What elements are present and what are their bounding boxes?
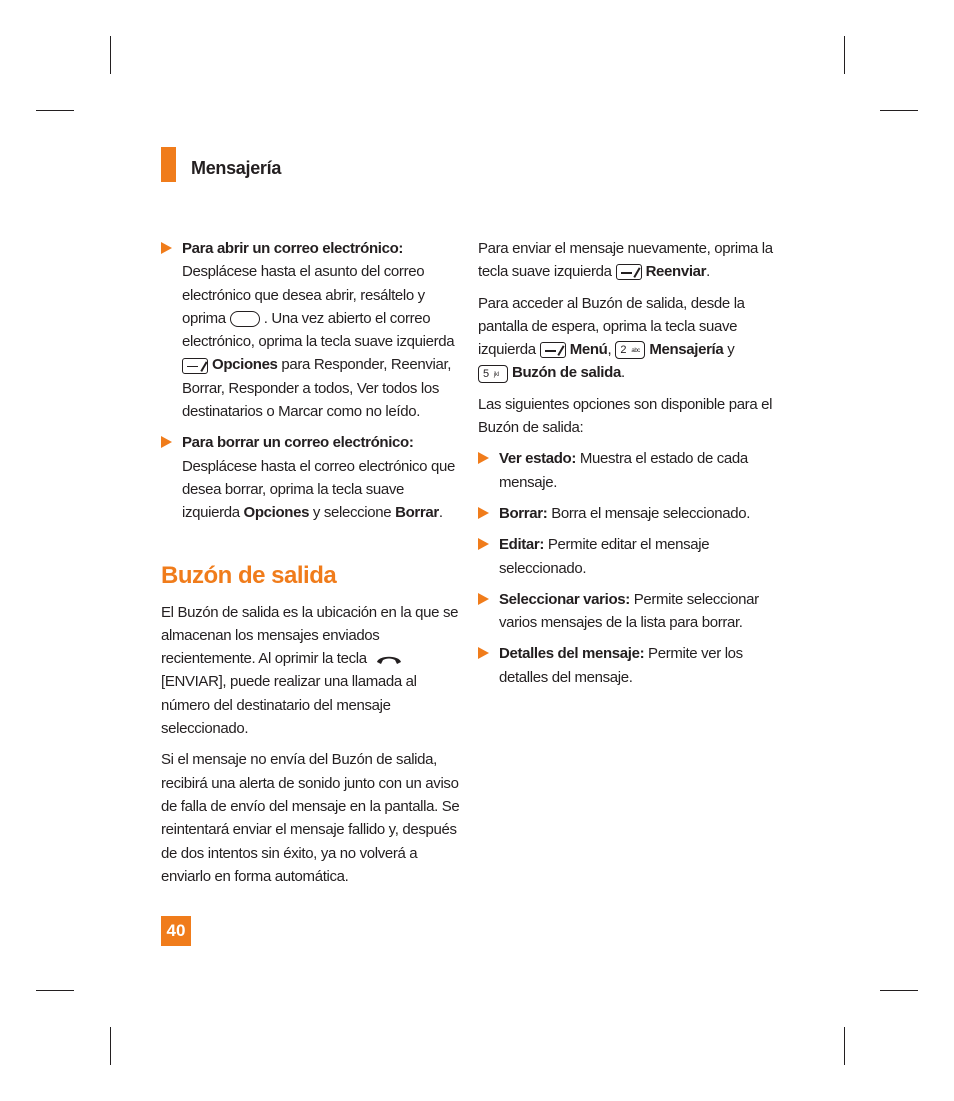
bullet-body: Desplácese hasta el correo electrónico que desea borrar, oprima la tecla suave izquierda Opciones y seleccione Borrar. [182, 457, 455, 522]
crop-mark [844, 1027, 845, 1065]
crop-mark [880, 110, 918, 111]
bullet-arrow-icon [478, 538, 489, 550]
left-soft-key-icon [182, 358, 208, 374]
option-item: Ver estado: Muestra el estado de cada mensaje. [478, 447, 778, 494]
left-soft-key-icon [616, 264, 642, 280]
send-key-icon [371, 651, 407, 667]
access-outbox-instruction: Para acceder al Buzón de salida, desde la pantalla de espera, oprima la tecla suave izquierda Menú, 2 abc Mensajería y 5 jkl Buzón de salida. [478, 294, 745, 382]
bullet-delete-email [161, 431, 461, 524]
bullet-arrow-icon [478, 452, 489, 464]
outbox-description: El Buzón de salida es la ubicación en la que se almacenan los mensajes enviados recientemente. Al oprimir la tecla [ENVIAR], puede realizar una llamada al número del destinatario del mensaje seleccionado. [161, 603, 459, 738]
bullet-title: Para borrar un correo electrónico: [182, 434, 414, 452]
section-title: Buzón de salida [161, 561, 337, 589]
crop-mark [880, 990, 918, 991]
crop-mark [36, 990, 74, 991]
left-column [161, 237, 461, 888]
resend-instruction: Para enviar el mensaje nuevamente, oprima la tecla suave izquierda Reenviar. [478, 240, 773, 281]
option-item: Borrar: Borra el mensaje seleccionado. [478, 502, 778, 525]
bullet-arrow-icon [161, 242, 172, 254]
key-5-icon: 5 jkl [478, 365, 508, 383]
crop-mark [110, 36, 111, 74]
option-item: Seleccionar varios: Permite seleccionar varios mensajes de la lista para borrar. [478, 588, 778, 635]
page-number: 40 [161, 916, 191, 946]
crop-mark [110, 1027, 111, 1065]
page-header-title: Mensajería [191, 158, 282, 178]
bullet-open-email [161, 237, 461, 423]
outbox-options-intro: Las siguientes opciones son disponible para el Buzón de salida: [478, 395, 773, 437]
bullet-title: Para abrir un correo electrónico: [182, 240, 404, 257]
bullet-arrow-icon [478, 593, 489, 605]
bullet-arrow-icon [478, 647, 489, 659]
bullet-arrow-icon [161, 436, 172, 448]
ok-key-icon [230, 311, 260, 327]
crop-mark [36, 110, 74, 111]
bullet-arrow-icon [478, 507, 489, 519]
outbox-failure-description: Si el mensaje no envía del Buzón de salida, recibirá una alerta de sonido junto con un aviso de falla de envío del mensaje en la pantalla. Se reintentará enviar el mensaje fallido y, después de dos intentos sin éxito, ya no volverá a enviarlo en forma automática. [161, 751, 460, 885]
header-accent-bar [161, 147, 176, 182]
option-item: Editar: Permite editar el mensaje seleccionado. [478, 533, 778, 580]
crop-mark [844, 36, 845, 74]
option-item: Detalles del mensaje: Permite ver los detalles del mensaje. [478, 642, 778, 689]
left-soft-key-icon [540, 342, 566, 358]
bullet-body: Desplácese hasta el asunto del correo electrónico que desea abrir, resáltelo y oprima . Una vez abierto el correo electrónico, oprima la tecla suave izquierda Opciones para Responder, Reenviar, Borrar, Responder a todos, Ver todos los destinatarios o Marcar como no leído. [182, 263, 455, 421]
key-2-icon: 2 abc [615, 341, 645, 359]
right-column [478, 237, 778, 689]
